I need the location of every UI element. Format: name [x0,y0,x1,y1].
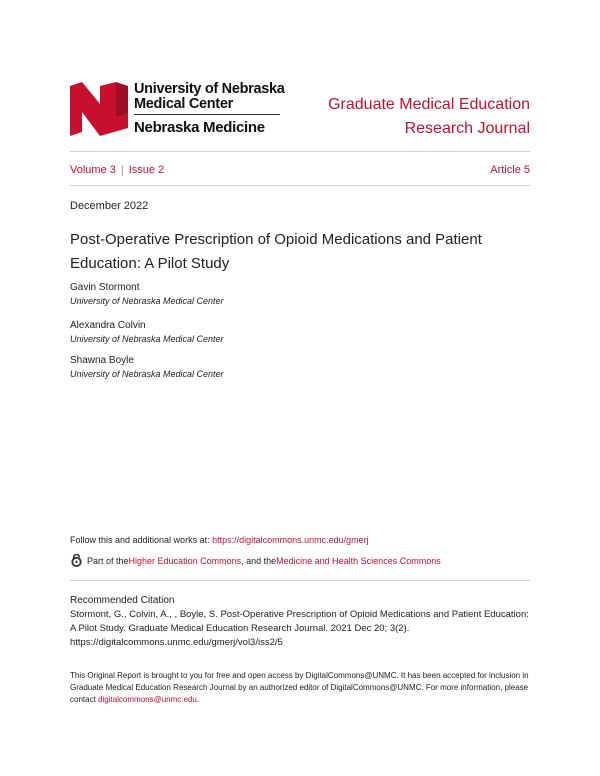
logo-medical-center: Medical Center [134,96,233,112]
author-affiliation: University of Nebraska Medical Center [70,334,224,344]
contact-email-link[interactable]: digitalcommons@unmc.edu [98,695,197,704]
journal-title-line2: Research Journal [404,120,530,137]
notice-text: This Original Report is brought to you for free and open access by DigitalCommons@UNMC. It has been accepted for inclusion in Graduate Medical Education Research Journal by an authorized editor of DigitalCommons@UNMC. For more information, please contact [70,671,529,704]
volume-link[interactable]: Volume 3 [70,164,116,176]
publication-date: December 2022 [70,200,149,212]
issue-link[interactable]: Issue 2 [128,164,165,176]
logo-divider [134,114,280,115]
header-divider [70,151,530,152]
part-of-prefix: Part of the [87,555,129,566]
author-affiliation: University of Nebraska Medical Center [70,296,224,306]
author-name: Alexandra Colvin [70,320,146,331]
follow-url-link[interactable]: https://digitalcommons.unmc.edu/gmerj [212,535,369,545]
article-number-link[interactable]: Article 5 [490,164,530,176]
part-of-middle: , and the [241,555,277,566]
journal-title-line1: Graduate Medical Education [328,96,530,113]
notice-end: . [196,695,200,704]
open-access-notice [70,670,530,706]
unmc-logo-icon [70,82,128,136]
author-affiliation: University of Nebraska Medical Center [70,369,224,379]
issue-info: Volume 3 | Issue 2 [70,164,165,176]
part-of-line [70,554,441,567]
article-title: Post-Operative Prescription of Opioid Medications and Patient Education: A Pilot Study [70,231,482,272]
follow-line [70,535,369,545]
citation-divider [70,580,530,581]
medicine-health-sciences-commons-link[interactable]: Medicine and Health Sciences Commons [276,555,441,566]
author-name: Gavin Stormont [70,282,140,293]
recommended-citation-heading: Recommended Citation [70,595,175,606]
higher-education-commons-link[interactable]: Higher Education Commons [128,555,242,566]
follow-text: Follow this and additional works at: [70,535,213,545]
logo-nebraska-medicine: Nebraska Medicine [134,119,265,136]
author-name: Shawna Boyle [70,355,134,366]
logo-university-name: University of Nebraska [134,81,285,97]
open-access-icon [70,554,83,567]
issue-divider [70,185,530,186]
recommended-citation-text: Stormont, G., Colvin, A., , Boyle, S. Post-Operative Prescription of Opioid Medications and Patient Education: A Pilot Study. Graduate Medical Education Research Journal. 2021 Dec 20; 3(2). https://digitalcommons.unmc.edu/gmerj/vol3/iss2/5 [70,609,529,648]
